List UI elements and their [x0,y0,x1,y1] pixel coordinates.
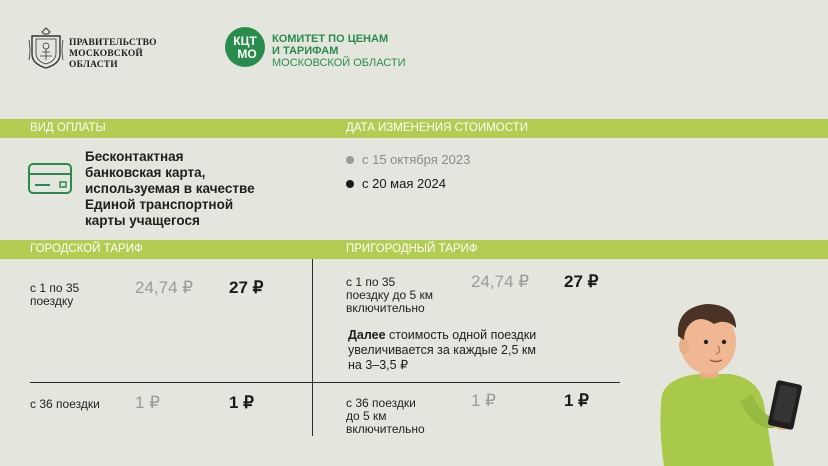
gov-title-line: МОСКОВСКОЙ [69,49,144,59]
row-divider [30,382,620,383]
payment-line: банковская карта, [85,165,206,180]
label-line: включительно [346,422,425,436]
payment-line: используемая в качестве [85,181,255,196]
date-item-new [346,176,446,191]
suburban-row2-old-price: 1 ₽ [471,391,496,410]
coat-of-arms-icon [28,26,64,70]
note-line: на 3–3,5 ₽ [348,358,409,372]
suburban-row1-new-price: 27 ₽ [564,272,599,291]
suburban-row2-new-price: 1 ₽ [564,391,589,410]
payment-header-bar [0,119,828,138]
student-with-phone-illustration [640,294,820,466]
city-row2-label: с 36 поездки [30,397,100,411]
label-line: поездку [30,294,74,308]
suburban-tariff-label: ПРИГОРОДНЫЙ ТАРИФ [346,243,478,255]
distance-surcharge-note [348,328,608,373]
tariff-header-bar [0,240,828,259]
payment-line: Бесконтактная [85,149,184,164]
payment-line: Единой транспортной [85,197,234,212]
label-line: с 1 по 35 [346,275,396,289]
payment-type-label: ВИД ОПЛАТЫ [30,122,106,134]
note-line: стоимость одной поездки [385,328,537,342]
committee-title-line: И ТАРИФАМ [272,45,339,57]
payment-method-description [85,149,300,229]
label-line: поездку до 5 км [346,288,434,302]
bullet-dot-icon [346,156,354,164]
city-row1-new-price: 27 ₽ [229,278,264,297]
bullet-dot-icon [346,180,354,188]
government-title [69,38,157,71]
city-row2-old-price: 1 ₽ [135,393,160,412]
suburban-row2-label [346,397,425,436]
note-bold: Далее [348,328,386,342]
city-row1-old-price: 24,74 ₽ [135,278,194,297]
committee-logo-text-top: КЦТ [233,34,257,48]
suburban-row1-old-price: 24,74 ₽ [471,272,530,291]
label-line: с 36 поездки [346,396,416,410]
city-row1-label [30,282,79,308]
note-line: увеличивается за каждые 2,5 км [348,343,536,357]
label-line: до 5 км [346,409,387,423]
label-line: с 1 по 35 [30,281,80,295]
date-text: с 20 мая 2024 [362,176,446,191]
column-divider [312,259,313,436]
bank-card-icon [28,163,72,194]
gov-title-line: ПРАВИТЕЛЬСТВО [69,38,157,48]
date-item-old [346,152,470,167]
suburban-row1-label [346,276,433,315]
committee-subtitle: МОСКОВСКОЙ ОБЛАСТИ [272,57,406,69]
city-tariff-label: ГОРОДСКОЙ ТАРИФ [30,243,143,255]
committee-logo [224,26,266,68]
gov-title-line: ОБЛАСТИ [69,60,118,70]
date-text: с 15 октября 2023 [362,152,471,167]
committee-title [272,33,406,69]
label-line: включительно [346,301,425,315]
payment-line: карты учащегося [85,213,200,228]
committee-title-line: КОМИТЕТ ПО ЦЕНАМ [272,33,389,45]
committee-logo-text-bottom: МО [237,47,257,61]
date-change-label: ДАТА ИЗМЕНЕНИЯ СТОИМОСТИ [346,122,528,134]
city-row2-new-price: 1 ₽ [229,393,254,412]
